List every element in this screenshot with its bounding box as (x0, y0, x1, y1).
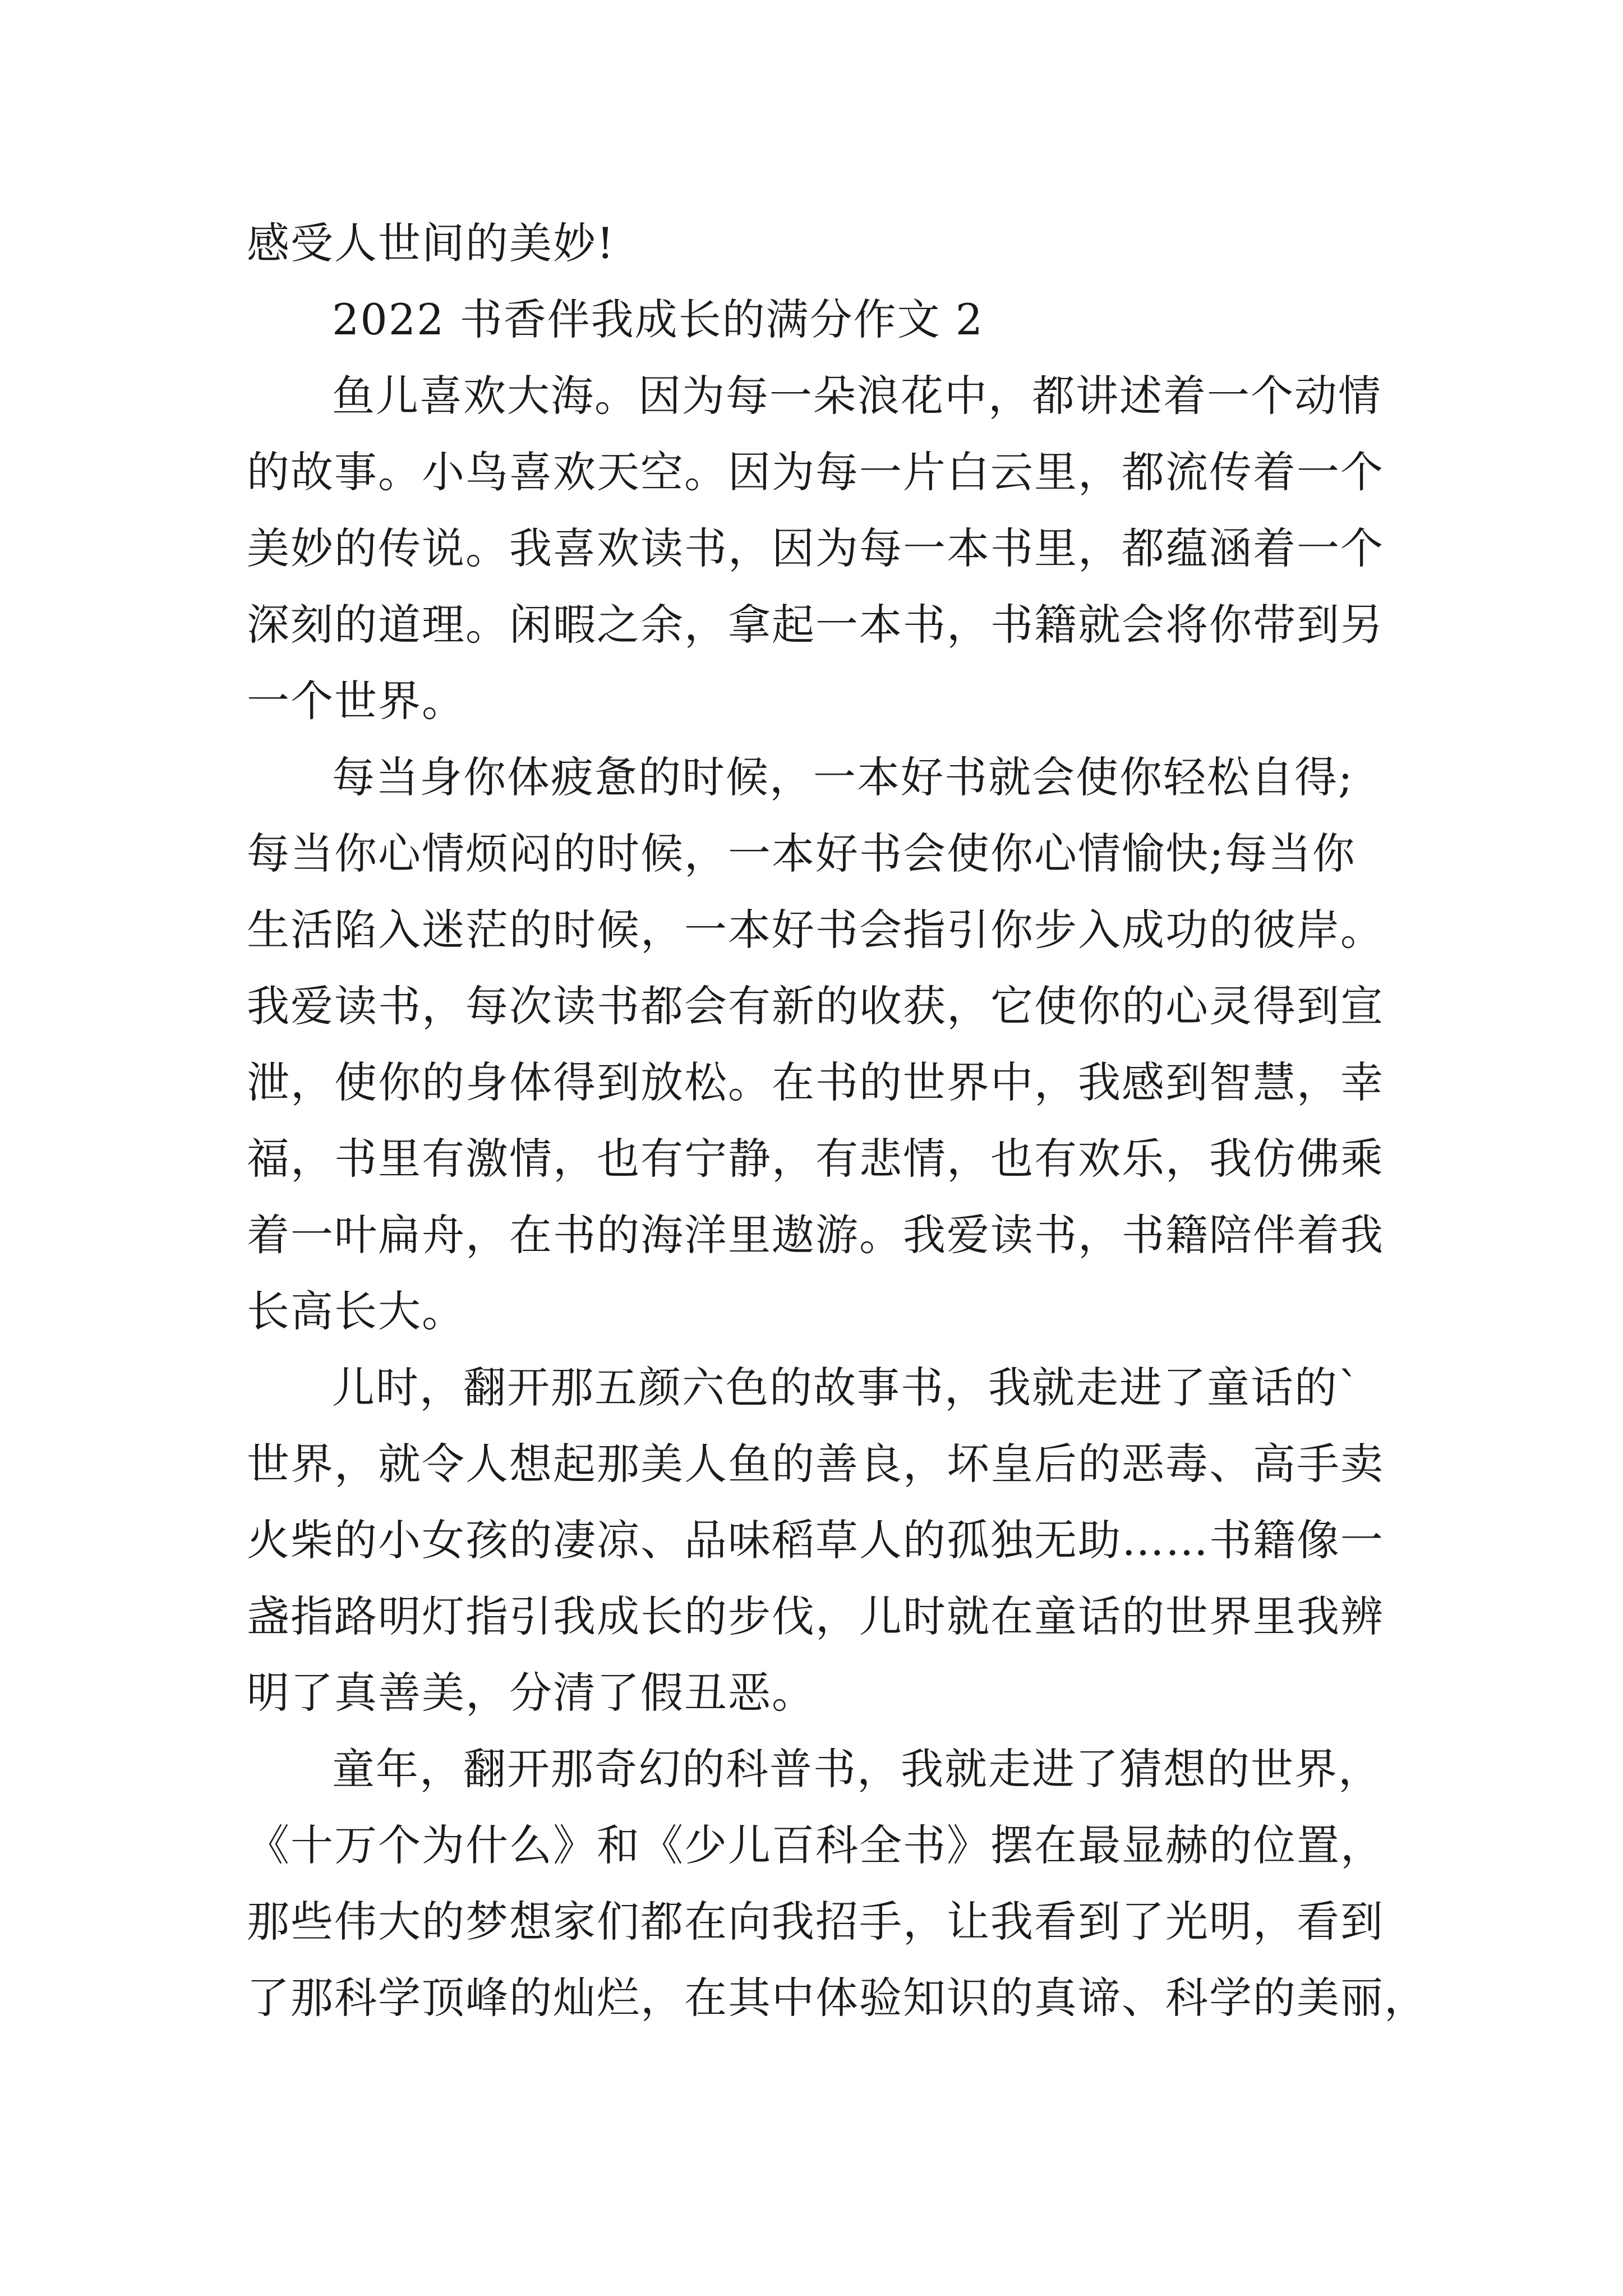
text-line: 我爱读书，每次读书都会有新的收获，它使你的心灵得到宣 (247, 981, 1384, 1031)
text-line: 着一叶扁舟，在书的海洋里遨游。我爱读书，书籍陪伴着我 (247, 1210, 1384, 1260)
text-line: 火柴的小女孩的凄凉、品味稻草人的孤独无助……书籍像一 (247, 1515, 1384, 1565)
text-line: 生活陷入迷茫的时候，一本好书会指引你步入成功的彼岸。 (247, 905, 1384, 955)
text-line: 鱼儿喜欢大海。因为每一朵浪花中，都讲述着一个动情 (332, 371, 1382, 421)
text-line: 每当你心情烦闷的时候，一本好书会使你心情愉快;每当你 (247, 829, 1356, 878)
text-line: 感受人世间的美妙! (247, 218, 615, 268)
text-line: 盏指路明灯指引我成长的步伐，儿时就在童话的世界里我辨 (247, 1591, 1384, 1641)
text-line: 童年，翻开那奇幻的科普书，我就走进了猜想的世界， (332, 1744, 1382, 1794)
text-line: 长高长大。 (247, 1286, 465, 1336)
text-line: 了那科学顶峰的灿烂，在其中体验知识的真谛、科学的美丽， (247, 1973, 1428, 2023)
text-line: 世界，就令人想起那美人鱼的善良，坏皇后的恶毒、高手卖 (247, 1439, 1384, 1489)
text-line: 《十万个为什么》和《少儿百科全书》摆在最显赫的位置， (247, 1820, 1384, 1870)
text-line: 2022 书香伴我成长的满分作文 2 (332, 295, 984, 344)
text-line: 每当身你体疲惫的时候，一本好书就会使你轻松自得; (332, 752, 1354, 802)
text-line: 深刻的道理。闲暇之余，拿起一本书，书籍就会将你带到另 (247, 600, 1384, 650)
text-line: 儿时，翻开那五颜六色的故事书，我就走进了童话的` (332, 1363, 1361, 1412)
text-line: 明了真善美，分清了假丑恶。 (247, 1668, 815, 1718)
text-line: 泄，使你的身体得到放松。在书的世界中，我感到智慧，幸 (247, 1057, 1384, 1107)
essay-text (247, 205, 1428, 2036)
text-line: 福，书里有激情，也有宁静，有悲情，也有欢乐，我仿佛乘 (247, 1134, 1384, 1184)
text-line: 的故事。小鸟喜欢天空。因为每一片白云里，都流传着一个 (247, 447, 1384, 497)
text-line: 美妙的传说。我喜欢读书，因为每一本书里，都蕴涵着一个 (247, 523, 1384, 573)
text-line: 那些伟大的梦想家们都在向我招手，让我看到了光明，看到 (247, 1897, 1384, 1947)
text-line: 一个世界。 (247, 676, 465, 726)
